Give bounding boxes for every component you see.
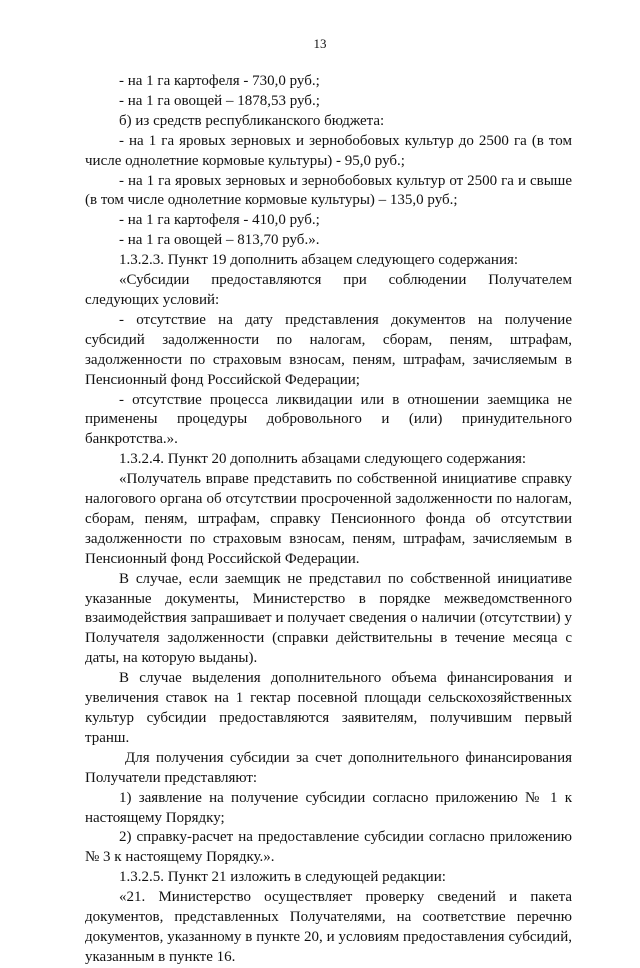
paragraph: «21. Министерство осуществляет проверку сведений и пакета документов, представленных Получателями, на соответствие перечню документов, указанному в пункте 20, и условиям предоставления субсидий, указанным в пункте 16. [85, 889, 572, 965]
paragraph: - отсутствие на дату представления документов на получение субсидий задолженности по налогам, сборам, пеням, штрафам, задолженности по страховым взносам, пеням, штрафам, зачисляемым в Пенсионный фонд Российской Федерации; [85, 311, 572, 388]
paragraph: 1.3.2.5. Пункт 21 изложить в следующей редакции: [119, 869, 446, 886]
paragraph: - на 1 га картофеля - 730,0 руб.; [119, 73, 320, 89]
document-body [85, 72, 572, 968]
paragraph: 1.3.2.3. Пункт 19 дополнить абзацем следующего содержания: [119, 252, 519, 269]
paragraph: Для получения субсидии за счет дополнительного финансирования Получатели представляют: [85, 749, 572, 786]
paragraph: - на 1 га картофеля - 410,0 руб.; [119, 212, 320, 229]
paragraph: - на 1 га овощей – 813,70 руб.». [119, 232, 320, 249]
paragraph: - на 1 га яровых зерновых и зернобобовых культур от 2500 га и свыше (в том числе однолетние кормовые культуры) – 135,0 руб.; [85, 172, 572, 209]
paragraph: - отсутствие процесса ликвидации или в отношении заемщика не применены процедуры добровольного и (или) принудительного банкротства.». [85, 391, 572, 448]
paragraph: - на 1 га яровых зерновых и зернобобовых культур до 2500 га (в том числе однолетние кормовые культуры) - 95,0 руб.; [85, 132, 572, 169]
paragraph: 1) заявление на получение субсидии согласно приложению № 1 к настоящему Порядку; [85, 789, 572, 826]
paragraph: В случае, если заемщик не представил по собственной инициативе указанные документы, Министерство в порядке межведомственного взаимодействия запрашивает и получает сведения о наличии (отсутствии) у Получателя задолженности (справки действительны в течение месяца с даты, на которую выданы). [85, 570, 572, 667]
paragraph: 2) справку-расчет на предоставление субсидии согласно приложению № 3 к настоящему Порядку.». [85, 829, 572, 866]
paragraph: 1.3.2.4. Пункт 20 дополнить абзацами следующего содержания: [119, 451, 527, 468]
paragraph: «Получатель вправе представить по собственной инициативе справку налогового органа об отсутствии просроченной задолженности по налогам, сборам, пеням, штрафам, справку Пенсионного фонда об отсутствии задолженности по страховым взносам, пеням, штрафам, зачисляемым в Пенсионный фонд Российской Федерации. [85, 471, 572, 567]
paragraph: б) из средств республиканского бюджета: [119, 112, 385, 129]
paragraph: В случае выделения дополнительного объема финансирования и увеличения ставок на 1 гектар посевной площади сельскохозяйственных культур субсидии предоставляются заявителям, получившим первый транш. [85, 670, 572, 746]
page-number: 13 [313, 36, 327, 51]
paragraph: - на 1 га овощей – 1878,53 руб.; [119, 92, 320, 109]
paragraph: «Субсидии предоставляются при соблюдении Получателем следующих условий: [85, 272, 572, 308]
